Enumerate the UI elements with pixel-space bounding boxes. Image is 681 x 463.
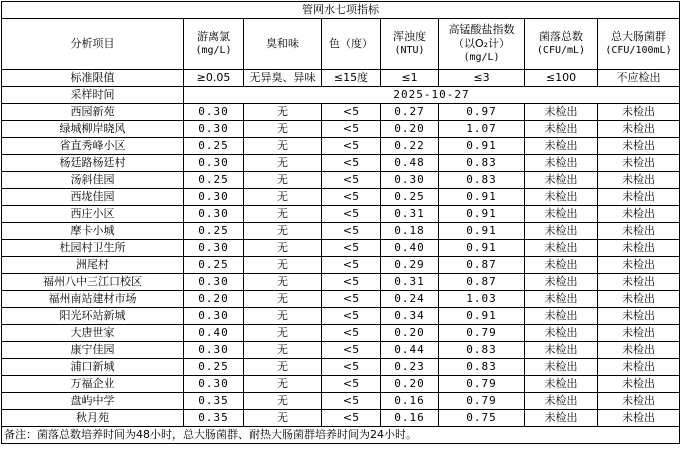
header-item: 分析项目 [2,19,184,70]
site-cell: 绿城柳岸晓风 [2,121,184,138]
colony-cell: 未检出 [525,155,598,172]
site-cell: 康宁佳园 [2,342,184,359]
chlorine-cell: 0.25 [184,172,244,189]
turbidity-cell: 0.16 [381,393,439,410]
turbidity-cell: 0.31 [381,274,439,291]
header-turbidity-name: 浑浊度 [393,30,426,43]
turbidity-cell: 0.20 [381,325,439,342]
coliform-cell: 未检出 [598,325,680,342]
colony-cell: 未检出 [525,172,598,189]
site-cell: 浦口新城 [2,359,184,376]
chlorine-cell: 0.30 [184,308,244,325]
color-cell: <5 [322,240,381,257]
permanganate-cell: 0.79 [439,376,525,393]
table-row [2,155,680,172]
sampling-label: 采样时间 [2,87,184,104]
coliform-cell: 未检出 [598,138,680,155]
permanganate-cell: 0.91 [439,308,525,325]
limit-odor: 无异臭、异味 [244,70,322,87]
chlorine-cell: 0.30 [184,206,244,223]
colony-cell: 未检出 [525,223,598,240]
coliform-cell: 未检出 [598,223,680,240]
color-cell: <5 [322,189,381,206]
header-row [2,19,680,70]
chlorine-cell: 0.25 [184,223,244,240]
site-cell: 摩卡小城 [2,223,184,240]
footnote: 备注：菌落总数培养时间为48小时，总大肠菌群、耐热大肠菌群培养时间为24小时。 [2,427,680,444]
site-cell: 秋月苑 [2,410,184,427]
chlorine-cell: 0.20 [184,291,244,308]
header-chlorine-unit: (mg/L) [195,45,232,56]
sampling-date: 2025-10-27 [184,87,680,104]
odor-cell: 无 [244,410,322,427]
header-chlorine [184,19,244,70]
table-row [2,291,680,308]
coliform-cell: 未检出 [598,393,680,410]
turbidity-cell: 0.31 [381,206,439,223]
table-row [2,342,680,359]
coliform-cell: 未检出 [598,206,680,223]
permanganate-cell: 0.79 [439,393,525,410]
chlorine-cell: 0.35 [184,410,244,427]
header-permanganate-unit: (mg/L) [463,52,500,63]
site-cell: 西垅佳园 [2,189,184,206]
odor-cell: 无 [244,189,322,206]
odor-cell: 无 [244,257,322,274]
odor-cell: 无 [244,138,322,155]
turbidity-cell: 0.30 [381,172,439,189]
header-turbidity-unit: (NTU) [394,45,425,56]
odor-cell: 无 [244,240,322,257]
chlorine-cell: 0.30 [184,240,244,257]
header-color: 色（度） [322,19,381,70]
chlorine-cell: 0.30 [184,155,244,172]
colony-cell: 未检出 [525,376,598,393]
color-cell: <5 [322,206,381,223]
colony-cell: 未检出 [525,257,598,274]
permanganate-cell: 0.83 [439,342,525,359]
turbidity-cell: 0.48 [381,155,439,172]
chlorine-cell: 0.30 [184,189,244,206]
color-cell: <5 [322,274,381,291]
color-cell: <5 [322,121,381,138]
chlorine-cell: 0.30 [184,104,244,121]
table-row [2,257,680,274]
coliform-cell: 未检出 [598,359,680,376]
site-cell: 汤斜佳园 [2,172,184,189]
permanganate-cell: 0.91 [439,138,525,155]
limit-colony: ≤100 [525,70,598,87]
site-cell: 杜园村卫生所 [2,240,184,257]
colony-cell: 未检出 [525,121,598,138]
odor-cell: 无 [244,172,322,189]
colony-cell: 未检出 [525,325,598,342]
sampling-row [2,87,680,104]
permanganate-cell: 0.79 [439,325,525,342]
odor-cell: 无 [244,121,322,138]
colony-cell: 未检出 [525,206,598,223]
table-row [2,104,680,121]
color-cell: <5 [322,257,381,274]
color-cell: <5 [322,104,381,121]
coliform-cell: 未检出 [598,342,680,359]
table-row [2,274,680,291]
color-cell: <5 [322,325,381,342]
turbidity-cell: 0.22 [381,138,439,155]
colony-cell: 未检出 [525,308,598,325]
water-quality-table [1,1,680,444]
turbidity-cell: 0.18 [381,223,439,240]
table-title: 管网水七项指标 [2,2,680,19]
turbidity-cell: 0.44 [381,342,439,359]
odor-cell: 无 [244,223,322,240]
coliform-cell: 未检出 [598,172,680,189]
limits-label: 标准限值 [2,70,184,87]
permanganate-cell: 0.75 [439,410,525,427]
table-row [2,325,680,342]
permanganate-cell: 0.91 [439,189,525,206]
turbidity-cell: 0.27 [381,104,439,121]
color-cell: <5 [322,138,381,155]
colony-cell: 未检出 [525,342,598,359]
color-cell: <5 [322,223,381,240]
color-cell: <5 [322,359,381,376]
colony-cell: 未检出 [525,393,598,410]
table-row [2,376,680,393]
coliform-cell: 未检出 [598,308,680,325]
color-cell: <5 [322,410,381,427]
coliform-cell: 未检出 [598,274,680,291]
permanganate-cell: 0.91 [439,206,525,223]
colony-cell: 未检出 [525,274,598,291]
site-cell: 大唐世家 [2,325,184,342]
color-cell: <5 [322,291,381,308]
coliform-cell: 未检出 [598,240,680,257]
colony-cell: 未检出 [525,410,598,427]
colony-cell: 未检出 [525,104,598,121]
coliform-cell: 未检出 [598,257,680,274]
permanganate-cell: 1.03 [439,291,525,308]
odor-cell: 无 [244,308,322,325]
header-colony-name: 菌落总数 [539,30,583,43]
odor-cell: 无 [244,342,322,359]
turbidity-cell: 0.40 [381,240,439,257]
chlorine-cell: 0.30 [184,342,244,359]
coliform-cell: 未检出 [598,155,680,172]
coliform-cell: 未检出 [598,121,680,138]
header-permanganate-sub: （以O₂计） [452,37,511,50]
color-cell: <5 [322,155,381,172]
limits-row [2,70,680,87]
permanganate-cell: 0.87 [439,274,525,291]
permanganate-cell: 0.91 [439,240,525,257]
table-row [2,308,680,325]
colony-cell: 未检出 [525,189,598,206]
chlorine-cell: 0.30 [184,121,244,138]
colony-cell: 未检出 [525,359,598,376]
limit-color: ≤15度 [322,70,381,87]
coliform-cell: 未检出 [598,410,680,427]
permanganate-cell: 0.97 [439,104,525,121]
turbidity-cell: 0.20 [381,376,439,393]
coliform-cell: 未检出 [598,291,680,308]
header-coliform-name: 总大肠菌群 [611,30,666,43]
table-row [2,359,680,376]
colony-cell: 未检出 [525,291,598,308]
odor-cell: 无 [244,325,322,342]
site-cell: 阳光环站新城 [2,308,184,325]
coliform-cell: 未检出 [598,376,680,393]
limit-turbidity: ≤1 [381,70,439,87]
site-cell: 西庄小区 [2,206,184,223]
site-cell: 福州八中三江口校区 [2,274,184,291]
header-odor: 臭和味 [244,19,322,70]
table-row [2,206,680,223]
site-cell: 福州南站建材市场 [2,291,184,308]
color-cell: <5 [322,172,381,189]
colony-cell: 未检出 [525,138,598,155]
limit-chlorine: ≥0.05 [184,70,244,87]
color-cell: <5 [322,308,381,325]
chlorine-cell: 0.25 [184,359,244,376]
chlorine-cell: 0.40 [184,325,244,342]
coliform-cell: 未检出 [598,104,680,121]
limit-coliform: 不应检出 [598,70,680,87]
permanganate-cell: 0.87 [439,257,525,274]
coliform-cell: 未检出 [598,189,680,206]
header-coliform [598,19,680,70]
turbidity-cell: 0.20 [381,121,439,138]
turbidity-cell: 0.24 [381,291,439,308]
permanganate-cell: 0.83 [439,172,525,189]
site-cell: 西园新苑 [2,104,184,121]
turbidity-cell: 0.34 [381,308,439,325]
table-row [2,410,680,427]
odor-cell: 无 [244,359,322,376]
permanganate-cell: 0.91 [439,223,525,240]
color-cell: <5 [322,342,381,359]
header-coliform-unit: (CFU/100mL) [605,45,672,56]
table-row [2,138,680,155]
table-row [2,393,680,410]
odor-cell: 无 [244,206,322,223]
header-colony-unit: (CFU/mL) [536,45,586,56]
site-cell: 盘屿中学 [2,393,184,410]
turbidity-cell: 0.25 [381,189,439,206]
permanganate-cell: 1.07 [439,121,525,138]
header-colony [525,19,598,70]
site-cell: 万福企业 [2,376,184,393]
data-rows [2,104,680,427]
limit-permanganate: ≤3 [439,70,525,87]
site-cell: 洲尾村 [2,257,184,274]
table-row [2,172,680,189]
odor-cell: 无 [244,376,322,393]
odor-cell: 无 [244,274,322,291]
color-cell: <5 [322,393,381,410]
table-row [2,223,680,240]
chlorine-cell: 0.30 [184,274,244,291]
odor-cell: 无 [244,155,322,172]
table-row [2,121,680,138]
header-chlorine-name: 游离氯 [197,30,230,43]
header-turbidity [381,19,439,70]
chlorine-cell: 0.25 [184,138,244,155]
chlorine-cell: 0.35 [184,393,244,410]
permanganate-cell: 0.83 [439,359,525,376]
header-permanganate-name: 高锰酸盐指数 [448,23,515,36]
permanganate-cell: 0.83 [439,155,525,172]
site-cell: 省直秀峰小区 [2,138,184,155]
chlorine-cell: 0.30 [184,376,244,393]
odor-cell: 无 [244,291,322,308]
colony-cell: 未检出 [525,240,598,257]
turbidity-cell: 0.16 [381,410,439,427]
color-cell: <5 [322,376,381,393]
site-cell: 杨廷路杨廷村 [2,155,184,172]
odor-cell: 无 [244,104,322,121]
table-row [2,189,680,206]
turbidity-cell: 0.23 [381,359,439,376]
header-permanganate [439,19,525,70]
odor-cell: 无 [244,393,322,410]
chlorine-cell: 0.25 [184,257,244,274]
table-row [2,240,680,257]
turbidity-cell: 0.29 [381,257,439,274]
